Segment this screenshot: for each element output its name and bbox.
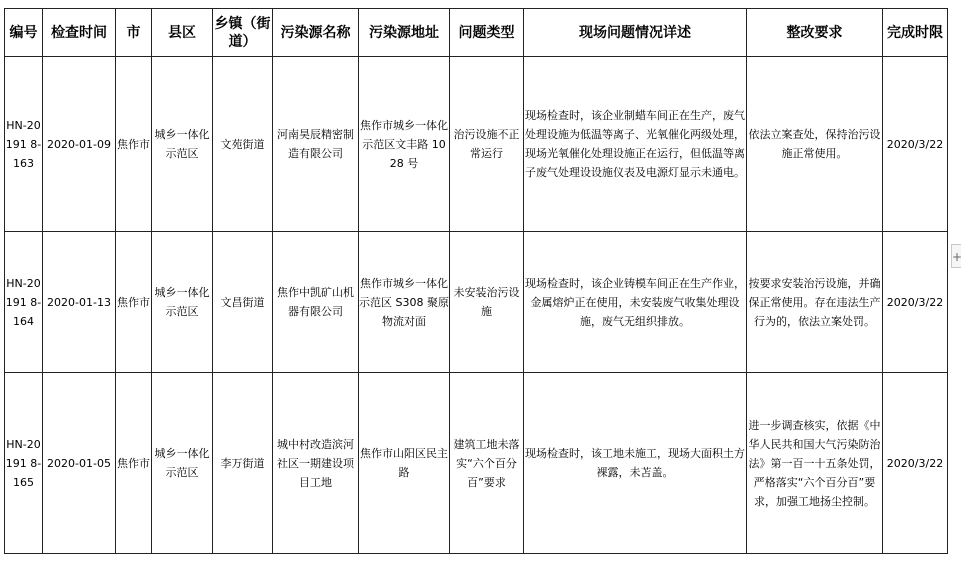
cell-details: 现场检查时，该工地未施工，现场大面积土方裸露，未苫盖。 — [524, 373, 747, 554]
cell-problem-type: 治污设施不正常运行 — [450, 57, 524, 232]
cell-id: HN-20191 8-163 — [5, 57, 43, 232]
header-town: 乡镇（街道） — [213, 9, 273, 57]
header-city: 市 — [116, 9, 152, 57]
header-date: 检查时间 — [43, 9, 116, 57]
table-header-row — [5, 9, 948, 57]
cell-id: HN-20191 8-165 — [5, 373, 43, 554]
cell-county: 城乡一体化示范区 — [152, 373, 213, 554]
header-problem-type: 问题类型 — [450, 9, 524, 57]
header-address: 污染源地址 — [359, 9, 450, 57]
header-id: 编号 — [5, 9, 43, 57]
header-deadline: 完成时限 — [883, 9, 948, 57]
header-details: 现场问题情况详述 — [524, 9, 747, 57]
cell-date: 2020-01-05 — [43, 373, 116, 554]
table-row — [5, 232, 948, 373]
cell-details: 现场检查时，该企业铸模车间正在生产作业，金属熔炉正在使用，未安装废气收集处理设施，废气无组织排放。 — [524, 232, 747, 373]
inspection-table — [4, 8, 948, 554]
header-requirement: 整改要求 — [747, 9, 883, 57]
cell-date: 2020-01-09 — [43, 57, 116, 232]
cell-source-name: 河南昊辰精密制造有限公司 — [273, 57, 359, 232]
cell-town: 文苑街道 — [213, 57, 273, 232]
cell-id: HN-20191 8-164 — [5, 232, 43, 373]
cell-deadline: 2020/3/22 — [883, 373, 948, 554]
cell-problem-type: 未安装治污设施 — [450, 232, 524, 373]
cell-city: 焦作市 — [116, 57, 152, 232]
cell-source-name: 城中村改造滨河社区一期建设项目工地 — [273, 373, 359, 554]
cell-requirement: 进一步调查核实，依据《中华人民共和国大气污染防治法》第一百一十五条处罚，严格落实“六个百分百”要求，加强工地扬尘控制。 — [747, 373, 883, 554]
header-county: 县区 — [152, 9, 213, 57]
header-source-name: 污染源名称 — [273, 9, 359, 57]
table-row — [5, 373, 948, 554]
cell-county: 城乡一体化示范区 — [152, 232, 213, 373]
cell-details: 现场检查时，该企业制蜡车间正在生产，废气处理设施为低温等离子、光氧催化两级处理，现场光氧催化处理设施正在运行，但低温等离子废气处理设设施仪表及电源灯显示未通电。 — [524, 57, 747, 232]
cell-date: 2020-01-13 — [43, 232, 116, 373]
cell-city: 焦作市 — [116, 232, 152, 373]
cell-address: 焦作市城乡一体化示范区 S308 聚原物流对面 — [359, 232, 450, 373]
cell-city: 焦作市 — [116, 373, 152, 554]
cell-deadline: 2020/3/22 — [883, 57, 948, 232]
cell-requirement: 按要求安装治污设施，并确保正常使用。存在违法生产行为的，依法立案处罚。 — [747, 232, 883, 373]
cell-county: 城乡一体化示范区 — [152, 57, 213, 232]
cell-address: 焦作市山阳区民主路 — [359, 373, 450, 554]
cell-deadline: 2020/3/22 — [883, 232, 948, 373]
cell-problem-type: 建筑工地未落实“六个百分百”要求 — [450, 373, 524, 554]
cell-requirement: 依法立案查处，保持治污设施正常使用。 — [747, 57, 883, 232]
table-row — [5, 57, 948, 232]
cell-town: 文昌街道 — [213, 232, 273, 373]
expand-plus-button[interactable]: + — [951, 244, 961, 268]
cell-source-name: 焦作中凯矿山机器有限公司 — [273, 232, 359, 373]
cell-town: 李万街道 — [213, 373, 273, 554]
cell-address: 焦作市城乡一体化示范区文丰路 1028 号 — [359, 57, 450, 232]
